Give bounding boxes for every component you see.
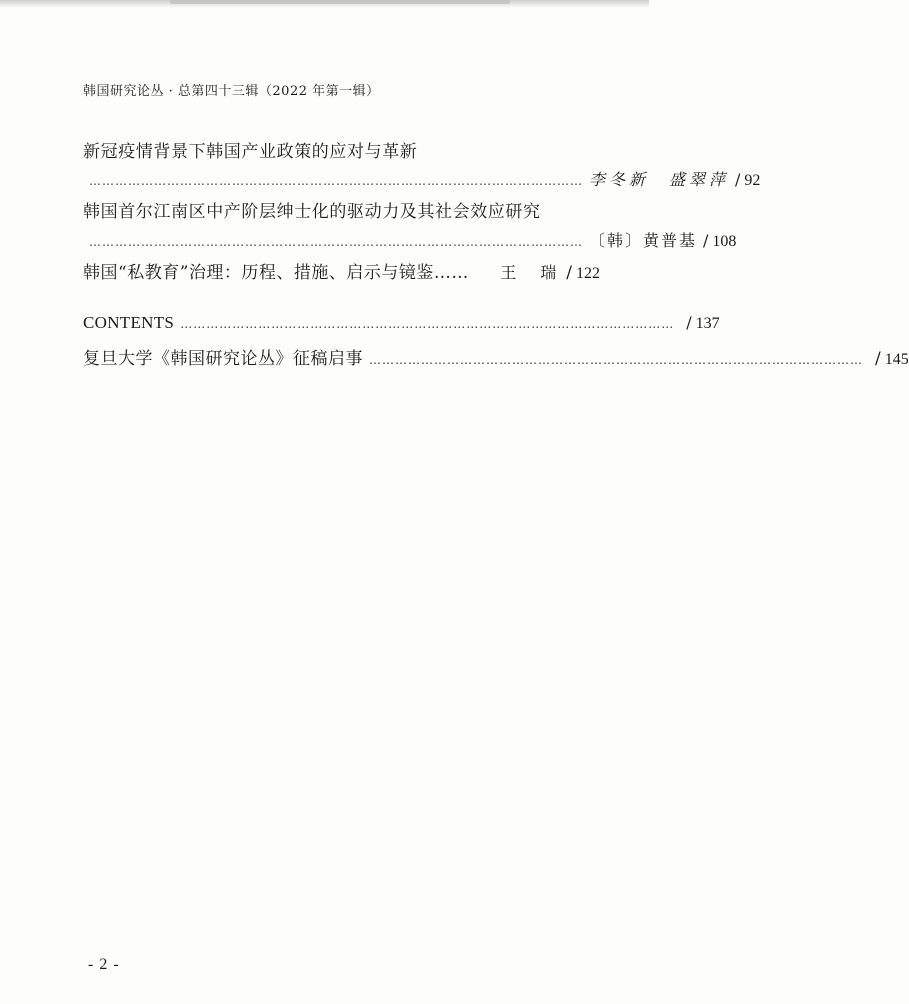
- toc-entry-author: 李冬新 盛翠萍: [589, 170, 730, 189]
- dot-leader: ……………………………………………………………………………………………………: [369, 353, 863, 367]
- toc-entry-page[interactable]: 108: [712, 233, 737, 250]
- toc-entry-page[interactable]: 122: [576, 265, 600, 282]
- dot-leader: ……………………………………………………………………………………………………: [89, 235, 583, 249]
- page-number: - 2 -: [88, 956, 120, 973]
- slash-separator: /: [566, 263, 572, 283]
- slash-separator: /: [735, 170, 741, 189]
- toc-entry-title[interactable]: 韩国首尔江南区中产阶层绅士化的驱动力及其社会效应研究: [83, 202, 541, 222]
- toc-entry-inline: [83, 258, 600, 283]
- slash-separator: /: [703, 231, 709, 250]
- toc-entry-leader-line: [83, 228, 737, 250]
- toc-entry-author: 〔韩〕黄普基: [589, 231, 698, 250]
- toc-entry-title[interactable]: 韩国“私教育”治理：历程、措施、启示与镜鉴……: [83, 263, 469, 283]
- toc-entry-title[interactable]: 新冠疫情背景下韩国产业政策的应对与革新: [83, 142, 418, 162]
- toc-entry-title[interactable]: 复旦大学《韩国研究论丛》征稿启事: [83, 349, 363, 369]
- toc-entry-inline: [83, 344, 909, 369]
- running-header: 韩国研究论丛 · 总第四十三辑（2022 年第一辑）: [83, 84, 380, 99]
- toc-entry-leader-line: [83, 167, 761, 189]
- toc-entry-title[interactable]: CONTENTS: [83, 313, 175, 332]
- dot-leader: ……………………………………………………………………………………………………: [180, 317, 675, 331]
- toc-entry-author: 王 瑞: [500, 263, 561, 282]
- dot-leader: ……………………………………………………………………………………………………: [89, 174, 583, 188]
- slash-separator: /: [686, 313, 692, 332]
- toc-entry-page[interactable]: 92: [744, 172, 761, 189]
- slash-separator: /: [875, 349, 881, 369]
- toc-entry-page[interactable]: 137: [695, 315, 720, 332]
- scan-shadow: [170, 0, 510, 4]
- toc-entry-page[interactable]: 145: [884, 351, 909, 368]
- toc-entry-inline: [83, 313, 720, 335]
